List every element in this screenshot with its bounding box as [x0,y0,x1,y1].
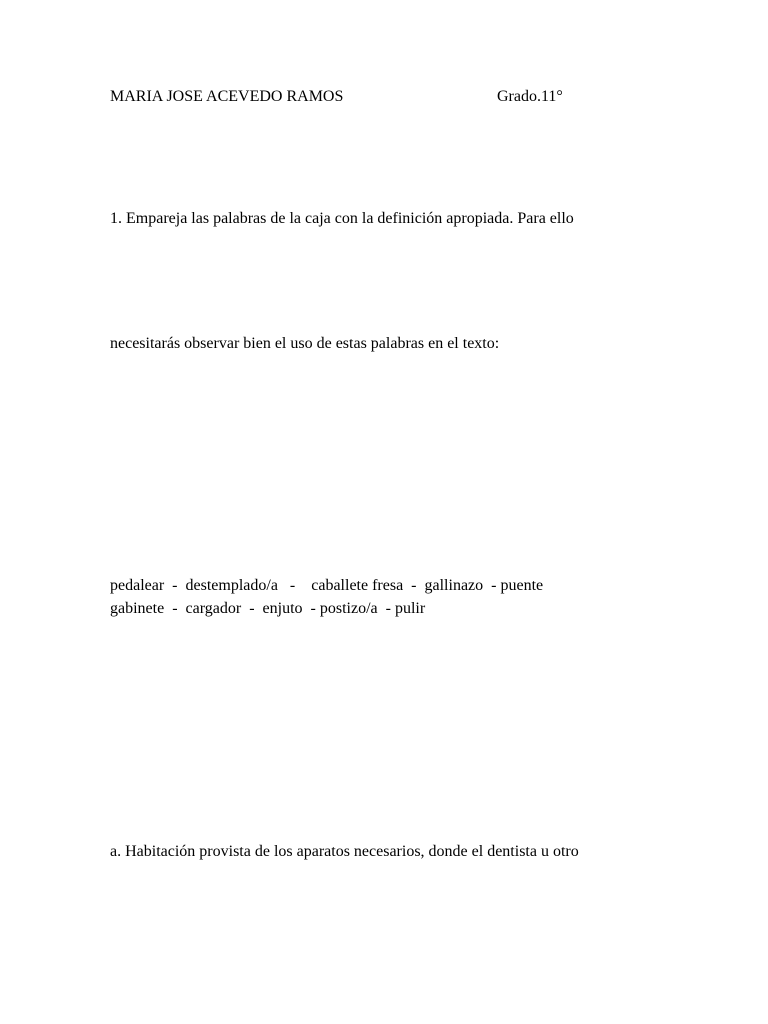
grade-label: Grado.11° [497,88,563,105]
word-box-line-1: pedalear - destemplado/a - caballete fresa - gallinazo - puente [110,577,544,594]
definition-item-a: a. Habitación provista de los aparatos necesarios, donde el dentista u otro [110,843,579,860]
word-box-line-2: gabinete - cargador - enjuto - postizo/a - pulir [110,600,426,617]
instruction-line-2: necesitarás observar bien el uso de estas palabras en el texto: [110,335,500,352]
student-name: MARIA JOSE ACEVEDO RAMOS [110,88,344,105]
instruction-line-1: 1. Empareja las palabras de la caja con la definición apropiada. Para ello [110,210,574,227]
